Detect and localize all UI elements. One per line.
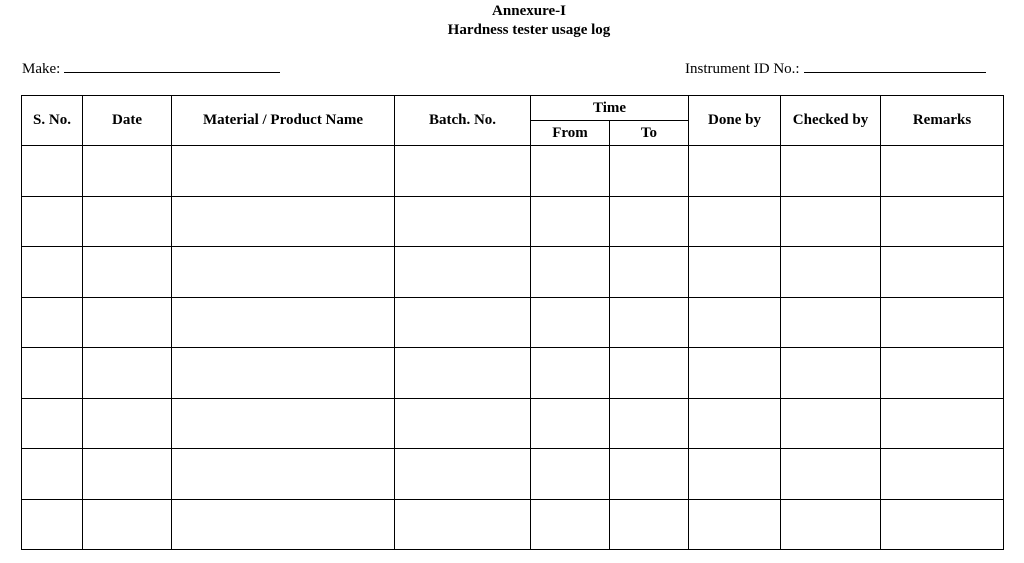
usage-log-table [21,95,1004,550]
table-row [22,146,1004,197]
cell-time-to[interactable] [610,398,689,449]
cell-remarks[interactable] [881,297,1004,348]
instrument-id-field [685,58,986,79]
cell-remarks[interactable] [881,146,1004,197]
cell-material[interactable] [172,247,395,298]
cell-time-to[interactable] [610,348,689,399]
cell-checked-by[interactable] [781,196,881,247]
make-label: Make: [22,61,61,77]
cell-batch-no[interactable] [395,196,531,247]
cell-time-from[interactable] [531,297,610,348]
cell-time-from[interactable] [531,247,610,298]
cell-time-to[interactable] [610,297,689,348]
cell-checked-by[interactable] [781,348,881,399]
cell-date[interactable] [83,196,172,247]
cell-checked-by[interactable] [781,297,881,348]
table-row [22,247,1004,298]
cell-done-by[interactable] [689,247,781,298]
cell-done-by[interactable] [689,449,781,500]
cell-time-from[interactable] [531,196,610,247]
header-date: Date [83,96,172,146]
cell-remarks[interactable] [881,398,1004,449]
cell-done-by[interactable] [689,348,781,399]
header-time-from: From [531,121,610,146]
header-batch-no: Batch. No. [395,96,531,146]
cell-batch-no[interactable] [395,146,531,197]
cell-time-from[interactable] [531,449,610,500]
cell-date[interactable] [83,449,172,500]
cell-date[interactable] [83,247,172,298]
table-row [22,196,1004,247]
cell-material[interactable] [172,196,395,247]
cell-s-no[interactable] [22,398,83,449]
document-subtitle: Hardness tester usage log [447,22,611,38]
cell-date[interactable] [83,146,172,197]
cell-batch-no[interactable] [395,297,531,348]
cell-batch-no[interactable] [395,449,531,500]
cell-time-from[interactable] [531,146,610,197]
cell-s-no[interactable] [22,297,83,348]
cell-batch-no[interactable] [395,398,531,449]
cell-done-by[interactable] [689,297,781,348]
cell-time-from[interactable] [531,499,610,550]
make-blank-line[interactable] [64,58,280,73]
cell-time-to[interactable] [610,146,689,197]
make-field [22,58,280,79]
header-checked-by: Checked by [781,96,881,146]
cell-s-no[interactable] [22,499,83,550]
cell-time-from[interactable] [531,348,610,399]
cell-s-no[interactable] [22,196,83,247]
table-row [22,398,1004,449]
cell-time-to[interactable] [610,499,689,550]
cell-date[interactable] [83,297,172,348]
cell-time-to[interactable] [610,196,689,247]
cell-checked-by[interactable] [781,146,881,197]
instrument-id-blank-line[interactable] [804,58,986,73]
cell-checked-by[interactable] [781,247,881,298]
cell-material[interactable] [172,449,395,500]
cell-done-by[interactable] [689,196,781,247]
cell-batch-no[interactable] [395,499,531,550]
cell-remarks[interactable] [881,499,1004,550]
cell-material[interactable] [172,499,395,550]
header-s-no: S. No. [22,96,83,146]
instrument-id-label: Instrument ID No.: [685,61,800,77]
cell-checked-by[interactable] [781,499,881,550]
cell-material[interactable] [172,146,395,197]
cell-s-no[interactable] [22,348,83,399]
cell-batch-no[interactable] [395,247,531,298]
header-material-product-name: Material / Product Name [172,96,395,146]
cell-material[interactable] [172,348,395,399]
cell-done-by[interactable] [689,146,781,197]
cell-remarks[interactable] [881,196,1004,247]
cell-material[interactable] [172,398,395,449]
cell-batch-no[interactable] [395,348,531,399]
table-row [22,499,1004,550]
cell-time-to[interactable] [610,449,689,500]
cell-s-no[interactable] [22,247,83,298]
cell-date[interactable] [83,398,172,449]
cell-remarks[interactable] [881,449,1004,500]
cell-date[interactable] [83,348,172,399]
cell-done-by[interactable] [689,398,781,449]
header-remarks: Remarks [881,96,1004,146]
header-done-by: Done by [689,96,781,146]
cell-done-by[interactable] [689,499,781,550]
cell-s-no[interactable] [22,449,83,500]
cell-remarks[interactable] [881,348,1004,399]
cell-remarks[interactable] [881,247,1004,298]
cell-s-no[interactable] [22,146,83,197]
cell-date[interactable] [83,499,172,550]
cell-checked-by[interactable] [781,398,881,449]
table-row [22,348,1004,399]
cell-time-to[interactable] [610,247,689,298]
table-row [22,449,1004,500]
cell-checked-by[interactable] [781,449,881,500]
table-row [22,297,1004,348]
cell-material[interactable] [172,297,395,348]
cell-time-from[interactable] [531,398,610,449]
header-time-to: To [610,121,689,146]
document-title: Annexure-I [492,3,566,19]
header-time: Time [531,96,689,121]
